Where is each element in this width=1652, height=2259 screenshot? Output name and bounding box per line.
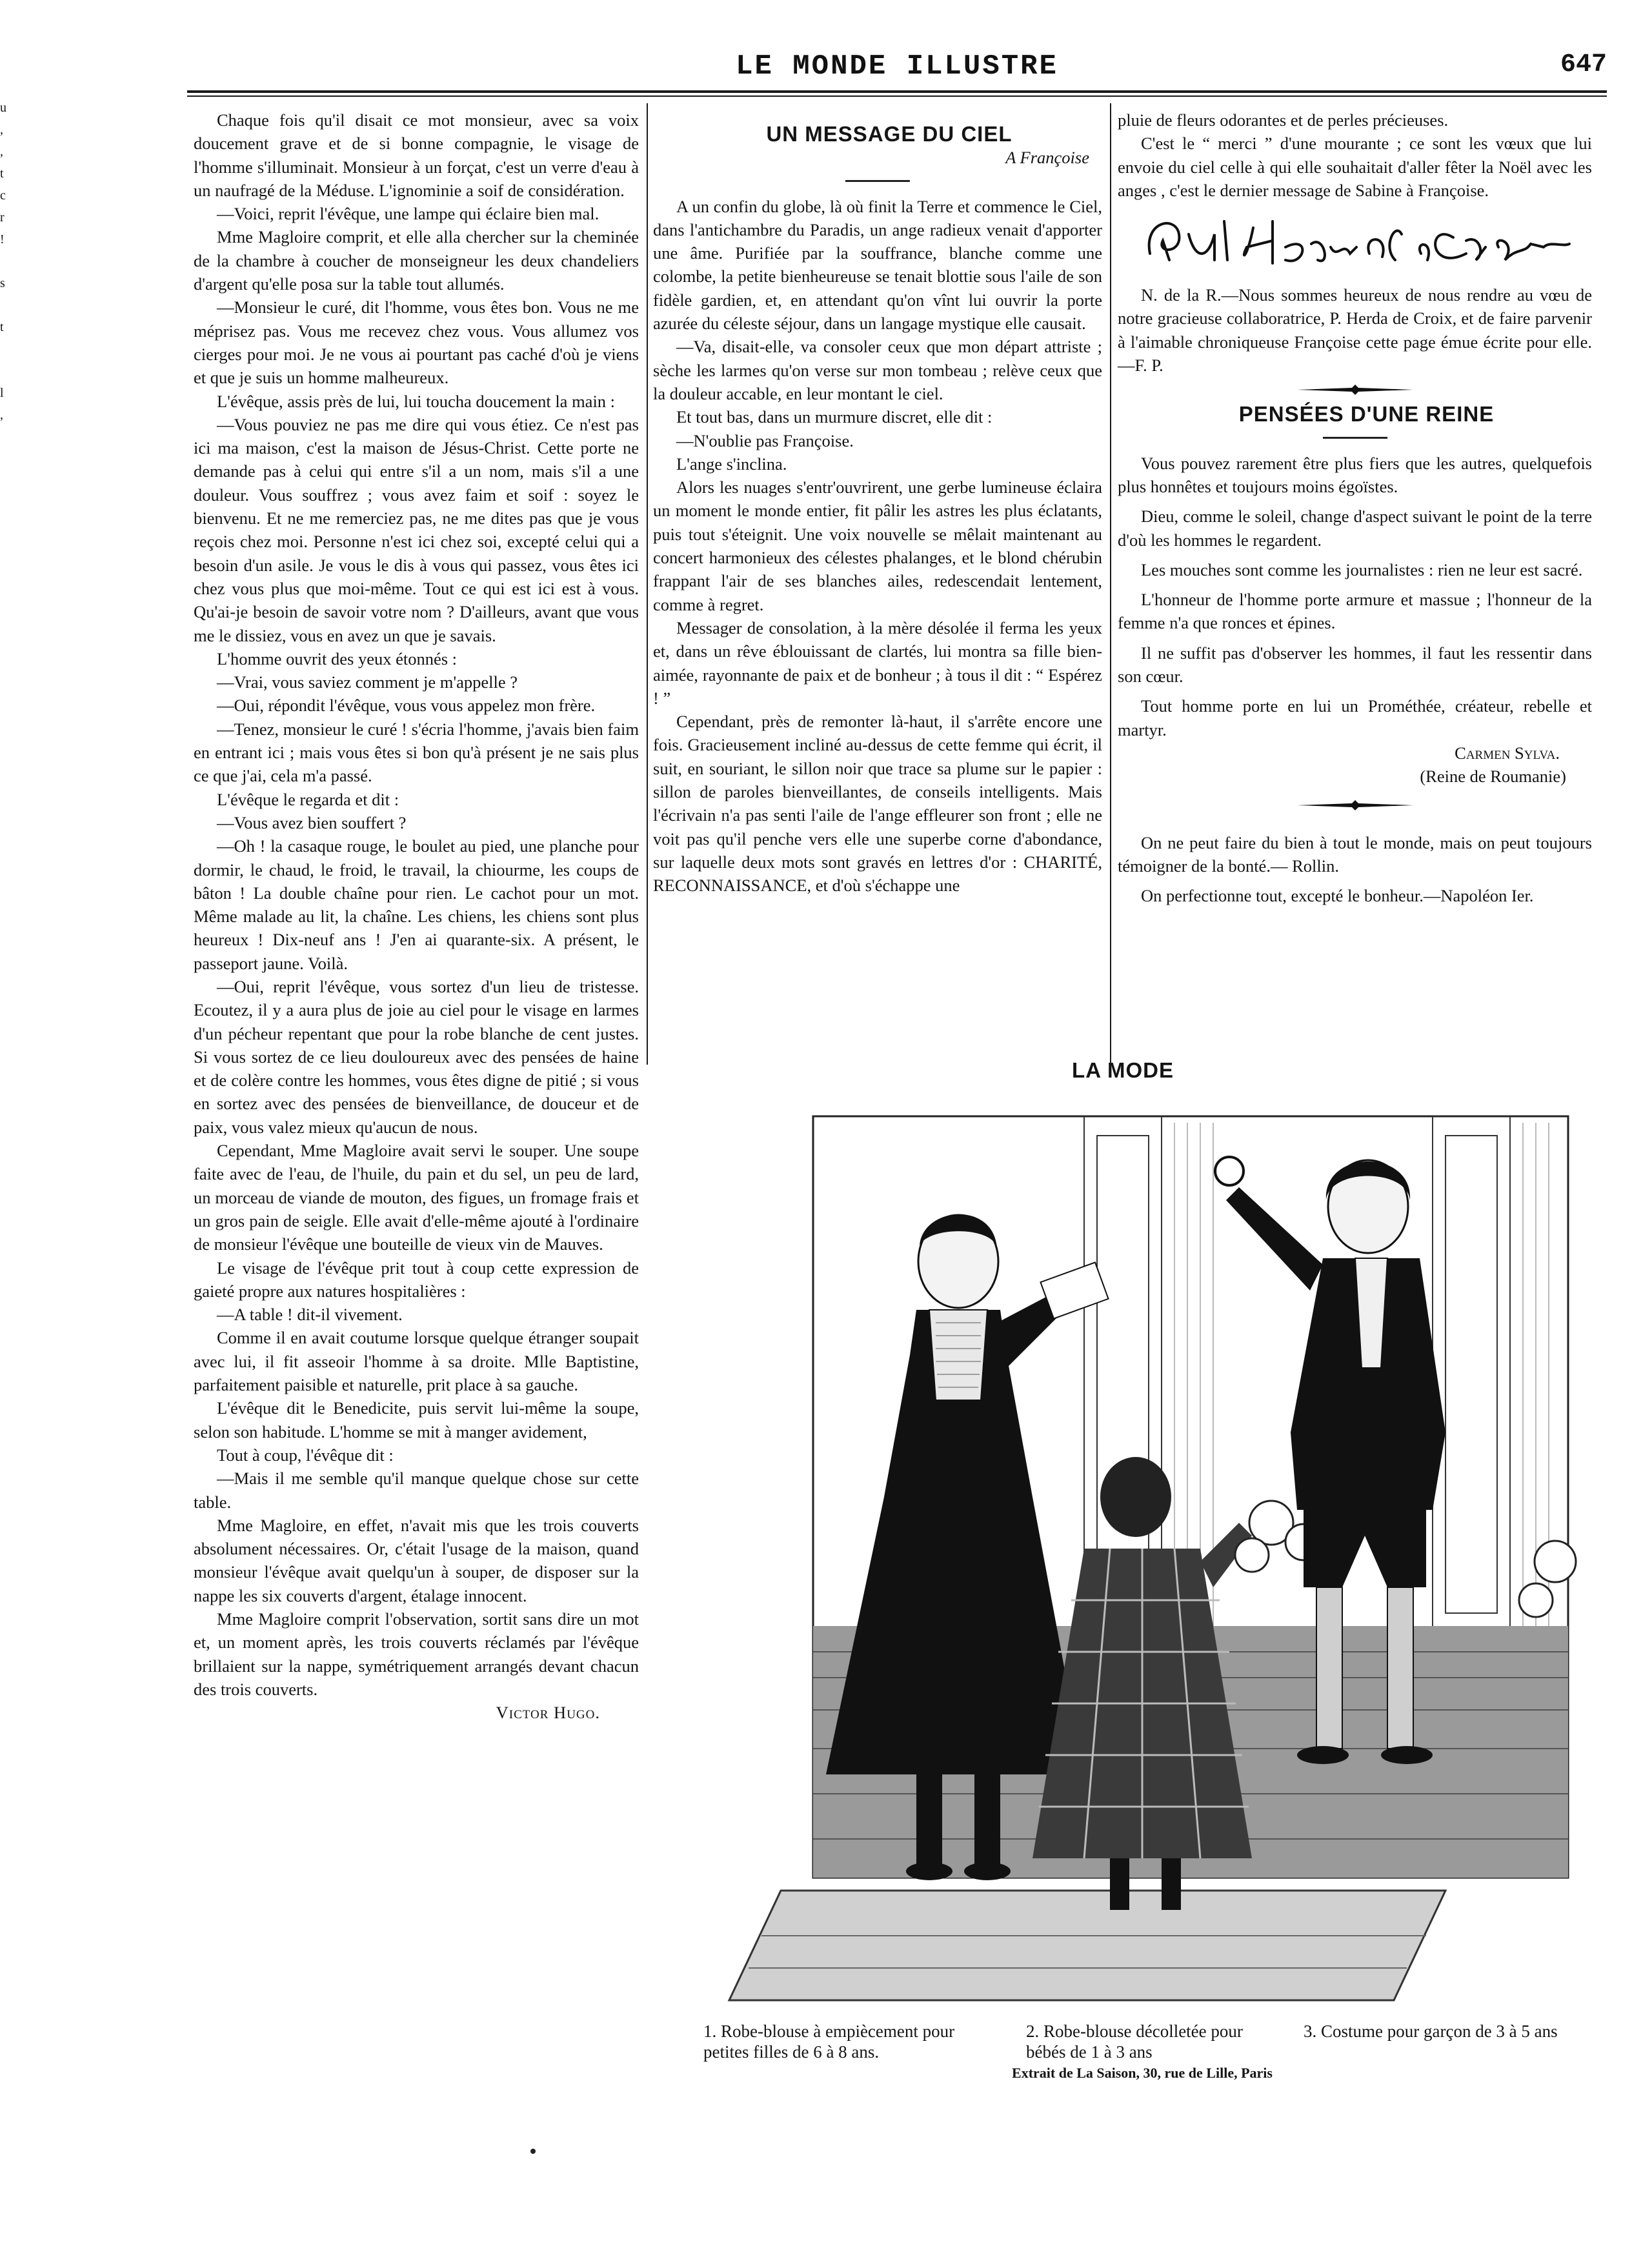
paragraph: Comme il en avait coutume lorsque quelque étranger soupait avec lui, il fit asseoir l'homme à sa droite. Mlle Baptistine, parfaitement paisible et naturelle, prit place à sa gauche. (194, 1328, 639, 1395)
thought: Les mouches sont comme les journalistes : rien ne leur est sacré. (1141, 559, 1583, 579)
paragraph: —Oh ! la casaque rouge, le boulet au pied, une planche pour dormir, le chaud, le froid, le travail, la chiourme, les coups de bâton ! La double chaîne pour rien. Le cachot pour un mot. Même malade au lit, la chaîne. Les chiens, les chiens sont plus heureux ! Dix-neuf ans ! J'en ai quarante-six. A présent, le passeport jaune. Voilà. (194, 836, 639, 973)
fashion-section-title: LA MODE (1072, 1058, 1174, 1082)
paragraph: —Vrai, vous saviez comment je m'appelle ? (217, 672, 518, 692)
thought: Tout homme porte en lui un Prométhée, créateur, rebelle et martyr. (1118, 696, 1592, 739)
paragraph: Messager de consolation, à la mère désolée il ferma les yeux et, dans un rêve éblouissant de clartés, lui montra sa fille bien-aimée, rayonnante de paix et de bonheur ; à tous il dit : “ Espérez ! ” (653, 617, 1102, 708)
column-pensees (1118, 108, 1592, 907)
rug (729, 1891, 1446, 2000)
paragraph: Mme Magloire comprit l'observation, sortit sans dire un mot et, un moment après, les trois couverts réclamés par l'évêque brillaient sur la nappe, symétriquement arrangés devant chacun des trois couverts. (194, 1609, 639, 1699)
thought: Vous pouvez rarement être plus fiers que les autres, quelquefois plus honnêtes et toujours moins égoïstes. (1118, 453, 1592, 496)
section-title: PENSÉES D'UNE REINE (1238, 402, 1495, 427)
margin-scraps: u , , t c r ! s t l , (0, 101, 6, 422)
paragraph: —Voici, reprit l'évêque, une lampe qui éclaire bien mal. (217, 204, 599, 224)
paragraph: pluie de fleurs odorantes et de perles précieuses. (1118, 110, 1449, 130)
fashion-illustration (671, 1097, 1600, 2013)
fashion-credit: Extrait de La Saison, 30, rue de Lille, Paris (1012, 2065, 1273, 2081)
article-dedication: A Françoise (1005, 148, 1089, 168)
paragraph: —N'oublie pas Françoise. (676, 430, 854, 450)
thought: Dieu, comme le soleil, change d'aspect suivant le point de la terre d'où les hommes le regardent. (1118, 507, 1592, 550)
paragraph: —Vous pouviez ne pas me dire qui vous étiez. Ce n'est pas ici ma maison, c'est la maison de Jésus-Christ. Cette porte ne demande pas à celui qui entre s'il a un nom, mais s'il a une douleur. Vous souffrez ; vous avez faim et soif : soyez le bienvenu. Et ne me remerciez pas, ne me dites pas que je vous reçois chez moi. Personne n'est ici chez soi, excepté celui qui a besoin d'un asile. Je vous le dis à vous qui passez, vous êtes ici chez vous plus que moi-même. Tout ce qui est ici est à vous. Qu'ai-je besoin de savoir votre nom ? D'ailleurs, avant que vous me le dissiez, vous en avez un que je savais. (194, 414, 639, 645)
paragraph: A un confin du globe, là où finit la Terre et commence le Ciel, dans l'antichambre du Paradis, un ange radieux venait d'apporter une âme. Purifiée par la souffrance, blanche comme une colombe, la petite bienheureuse se tenait blottie sous l'aile de son fidèle gardien, et, en attendant qu'on vînt lui ouvrir la porte azurée du céleste séjour, dans un langage mystique elle causait. (653, 196, 1102, 334)
paragraph: —Tenez, monsieur le curé ! s'écria l'homme, j'avais bien faim en entrant ici ; mais vous êtes si bon qu'à présent je ne sais plus ce que j'ai, cela m'a passé. (194, 719, 639, 786)
title-rule (845, 180, 910, 182)
header-rule-thick (187, 90, 1607, 93)
ornament-divider-icon (1291, 383, 1420, 396)
paragraph: Le visage de l'évêque prit tout à coup cette expression de gaieté propre aux natures hospitalières : (194, 1258, 639, 1301)
author-signature: Victor Hugo. (496, 1703, 600, 1723)
maxim: On perfectionne tout, excepté le bonheur.—Napoléon Ier. (1141, 886, 1534, 906)
quote-author: Carmen Sylva. (1455, 743, 1560, 763)
paragraph: Cependant, Mme Magloire avait servi le souper. Une soupe faite avec de l'eau, de l'huile, du pain et du sel, un peu de lard, un morceau de viande de mouton, des figues, un fromage frais et un gros pain de seigle. Elle avait d'elle-même ajouté à l'ordinaire de monsieur l'évêque une bouteille de vieux vin de Mauves. (194, 1141, 639, 1254)
paragraph: —Mais il me semble qu'il manque quelque chose sur cette table. (194, 1469, 639, 1512)
column-divider-left (647, 103, 648, 1065)
paragraph: —A table ! dit-il vivement. (217, 1305, 403, 1325)
column-message-du-ciel (653, 123, 1102, 898)
caption-3: 3. Costume pour garçon de 3 à 5 ans (1304, 2022, 1558, 2041)
thought: L'honneur de l'homme porte armure et massue ; l'honneur de la femme n'a que ronces et épines. (1118, 590, 1592, 633)
paragraph: Mme Magloire, en effet, n'avait mis que les trois couverts absolument nécessaires. Or, c'était l'usage de la maison, quand monsieur l'évêque avait quelqu'un à souper, de disposer sur la nappe les six couverts d'argent, étalage innocent. (194, 1515, 639, 1605)
paragraph: Tout à coup, l'évêque dit : (217, 1445, 394, 1465)
page-number: 647 (1560, 50, 1607, 79)
masthead-title: LE MONDE ILLUSTRE (736, 50, 1058, 83)
paragraph: L'évêque dit le Benedicite, puis servit lui-même la soupe, selon son habitude. L'homme se mit à manger avidement, (194, 1398, 639, 1441)
paragraph: —Oui, répondit l'évêque, vous vous appelez mon frère. (217, 696, 596, 716)
column-hugo-excerpt (194, 108, 639, 1724)
article-title: UN MESSAGE DU CIEL (766, 122, 1012, 146)
signature-drawing (1118, 208, 1592, 279)
paragraph: L'évêque, assis près de lui, lui toucha doucement la main : (217, 391, 616, 411)
paragraph: Alors les nuages s'entr'ouvrirent, une gerbe lumineuse éclaira un moment le monde entier, fit pâlir les astres les plus éclatants, puis tout s'éteignit. Une voix nouvelle se mêlait maintenant au concert harmonieux des célestes phalanges, et le blond chérubin frappant l'air de ses blanches ailes, redescendait lentement, comme à regret. (653, 477, 1102, 614)
paragraph: Mme Magloire comprit, et elle alla chercher sur la cheminée de la chambre à coucher de monseigneur les deux chandeliers d'argent qu'elle posa sur la table tout allumés. (194, 227, 639, 294)
paragraph: L'évêque le regarda et dit : (217, 789, 399, 809)
paragraph: —Monsieur le curé, dit l'homme, vous êtes bon. Vous ne me méprisez pas. Vous me recevez chez vous. Vous allumez vos cierges pour moi. Je ne vous ai pourtant pas caché d'où je viens et que je suis un homme malheureux. (194, 297, 639, 388)
title-rule (1323, 437, 1387, 439)
maxim: On ne peut faire du bien à tout le monde, mais on peut toujours témoigner de la bonté.— Rollin. (1118, 832, 1592, 876)
paragraph: —Vous avez bien souffert ? (217, 812, 407, 832)
quote-author-title: (Reine de Roumanie) (1420, 767, 1566, 787)
paragraph: —Oui, reprit l'évêque, vous sortez d'un lieu de tristesse. Ecoutez, il y a aura plus de joie au ciel pour le visage en larmes d'un pécheur repentant que pour la robe blanche de cent justes. Si vous sortez de ce lieu douloureux avec des pensées de haine et de colère contre les hommes, vous êtes digne de pitié ; si vous en sortez avec des pensées de bienveillance, de douceur et de paix, vous valez mieux qu'aucun de nous. (194, 976, 639, 1137)
header-rule-thin (187, 95, 1607, 97)
handwritten-signature (1118, 208, 1592, 279)
caption-1: 1. Robe-blouse à empiècement pour petites filles de 6 à 8 ans. (703, 2022, 955, 2062)
page-mark (530, 2149, 536, 2154)
paragraph: C'est le “ merci ” d'une mourante ; ce sont les vœux que lui envoie du ciel celle à qui elle souhaitait d'aller fêter la Noël avec les anges , c'est le dernier message de Sabine à Françoise. (1118, 134, 1592, 200)
page-header (187, 50, 1607, 89)
paragraph: Et tout bas, dans un murmure discret, elle dit : (676, 407, 992, 427)
caption-2: 2. Robe-blouse décolletée pour bébés de 1 à 3 ans (1026, 2022, 1243, 2062)
paragraph: L'homme ouvrit des yeux étonnés : (217, 648, 458, 668)
paragraph: Chaque fois qu'il disait ce mot monsieur, avec sa voix doucement grave et de si bonne compagnie, le visage de l'homme s'illuminait. Monsieur à un forçat, c'est un verre d'eau à un naufragé de la Méduse. L'ignominie a soif de considération. (194, 110, 639, 200)
ornament-divider-icon (1291, 799, 1420, 812)
paragraph: —Va, disait-elle, va consoler ceux que mon départ attriste ; sèche les larmes qu'on verse sur mon tombeau ; relève ceux que la douleur accable, en leur montant le ciel. (653, 337, 1102, 403)
paragraph: Cependant, près de remonter là-haut, il s'arrête encore une fois. Gracieusement incliné au-dessus de cette femme qui écrit, il suit, en souriant, le sillon noir que trace sa plume sur le papier : sillon de paroles bienveillantes, de conseils intelligents. Mais l'écrivain n'a pas senti l'aile de l'ange effleurer son front ; elle ne voit pas qu'il penche vers elle une superbe corne d'abondance, sur laquelle deux mots sont gravés en lettres d'or : CHARITÉ, RECONNAISSANCE, et d'où s'échappe une (653, 712, 1102, 896)
column-divider-right (1110, 103, 1111, 1065)
paragraph: L'ange s'inclina. (676, 454, 787, 474)
editor-note: N. de la R.—Nous sommes heureux de nous rendre au vœu de notre gracieuse collaboratrice, P. Herda de Croix, et de faire parvenir à l'aimable chroniqueuse Françoise cette page émue écrite pour elle.—F. P. (1118, 285, 1592, 376)
thought: Il ne suffit pas d'observer les hommes, il faut les ressentir dans son cœur. (1118, 643, 1592, 687)
